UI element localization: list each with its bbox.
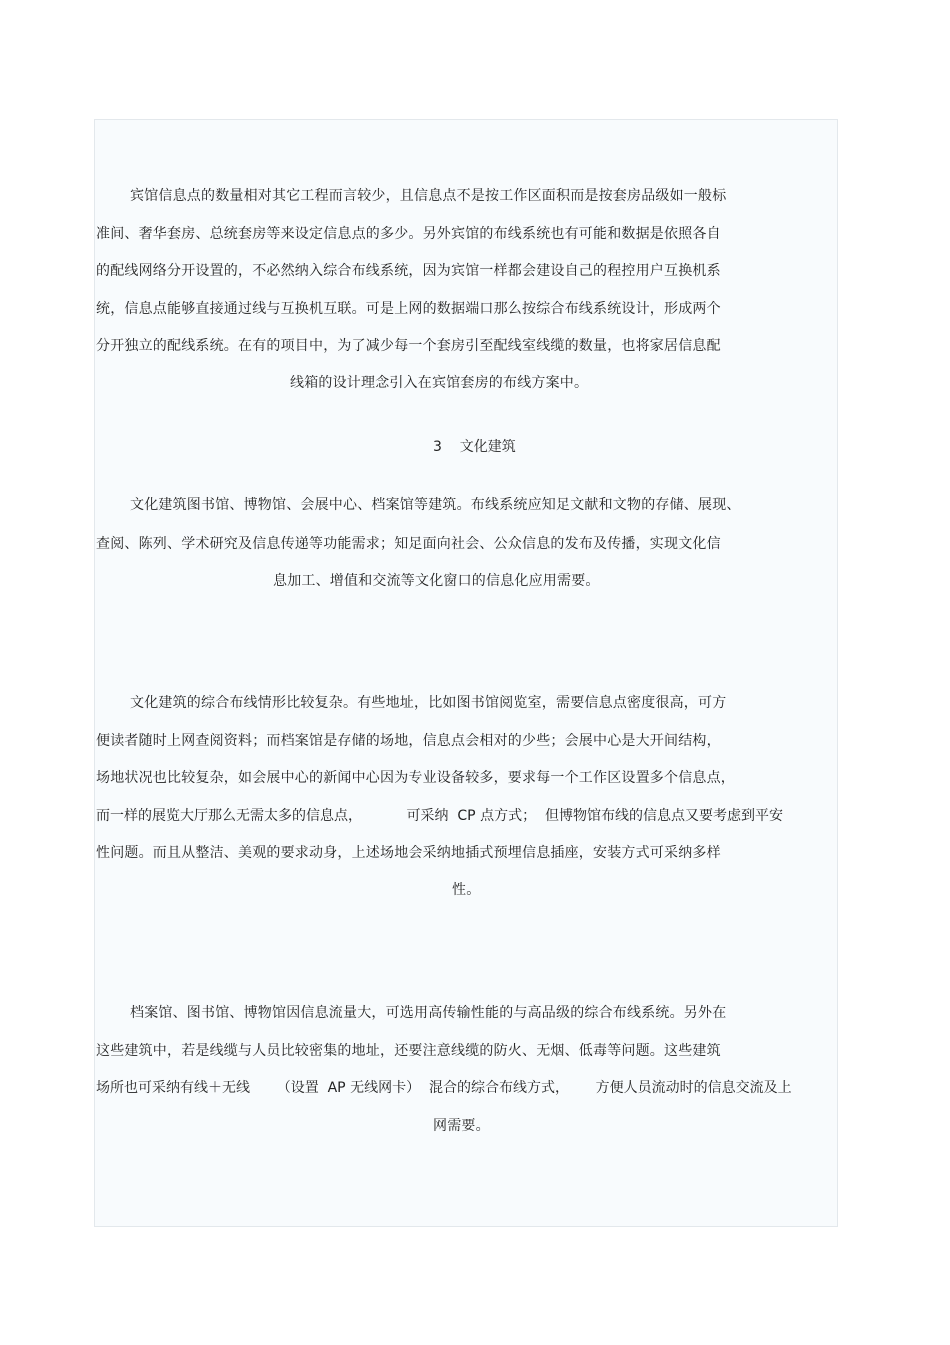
paragraph-line: 档案馆、图书馆、博物馆因信息流量大，可选用高传输性能的与高品级的综合布线系统。另外在 [130,1005,727,1021]
paragraph-line: 线箱的设计理念引入在宾馆套房的布线方案中。 [290,375,589,391]
paragraph-line: 的配线网络分开设置的，不必然纳入综合布线系统，因为宾馆一样都会建设自己的程控用户互换机系 [96,263,721,279]
paragraph-line: 网需要。 [433,1118,490,1134]
paragraph-line: 息加工、增值和交流等文化窗口的信息化应用需要。 [273,573,600,589]
paragraph-line: 统，信息点能够直接通过线与互换机互联。可是上网的数据端口那么按综合布线系统设计，形成两个 [96,301,721,317]
paragraph-line: 文化建筑图书馆、博物馆、会展中心、档案馆等建筑。布线系统应知足文献和文物的存储、展现、 [130,497,741,513]
paragraph-line: 准间、奢华套房、总统套房等来设定信息点的多少。另外宾馆的布线系统也有可能和数据是依照各自 [96,226,721,242]
paragraph-line: 便读者随时上网查阅资料；而档案馆是存储的场地，信息点会相对的少些；会展中心是大开间结构， [96,733,721,749]
paragraph-line: 宾馆信息点的数量相对其它工程而言较少，且信息点不是按工作区面积而是按套房品级如一般标 [130,188,727,204]
paragraph-line: 性问题。而且从整洁、美观的要求动身，上述场地会采纳地插式预埋信息插座，安装方式可采纳多样 [96,845,721,861]
paragraph-line: 而一样的展览大厅那么无需太多的信息点， 可采纳 CP 点方式； 但博物馆布线的信息点又要考虑到平安 [96,808,783,824]
paragraph-line: 性。 [452,882,481,898]
paragraph-line: 这些建筑中，若是线缆与人员比较密集的地址，还要注意线缆的防火、无烟、低毒等问题。这些建筑 [96,1043,721,1059]
paragraph-line: 场地状况也比较复杂，如会展中心的新闻中心因为专业设备较多，要求每一个工作区设置多个信息点， [96,770,735,786]
paragraph-line: 查阅、陈列、学术研究及信息传递等功能需求；知足面向社会、公众信息的发布及传播，实现文化信 [96,536,721,552]
paragraph-line: 文化建筑的综合布线情形比较复杂。有些地址，比如图书馆阅览室，需要信息点密度很高，可方 [130,695,727,711]
paragraph-line: 分开独立的配线系统。在有的项目中，为了减少每一个套房引至配线室线缆的数量，也将家居信息配 [96,338,721,354]
section-heading: 3 文化建筑 [433,439,516,455]
paragraph-line: 场所也可采纳有线＋无线 （设置 AP 无线网卡） 混合的综合布线方式， 方便人员流动时的信息交流及上 [96,1080,792,1096]
